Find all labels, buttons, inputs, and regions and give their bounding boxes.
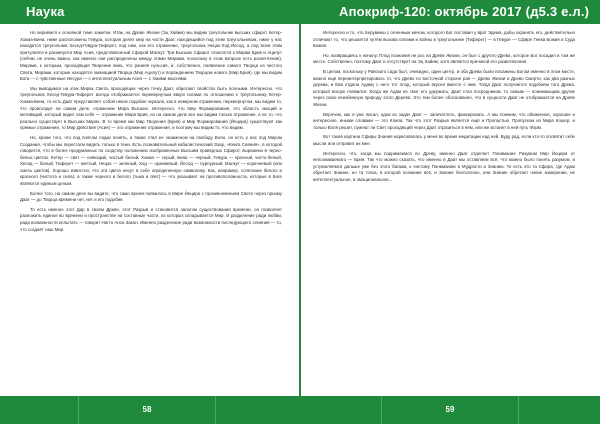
paragraph: В целом, поскольку у Райского сада был, очевидно, один центр, и оба Древа были посажены Богом именно в этом месте, можно ещё переинтерпретировать то, что Древо по восточной стороне рая — Древо Жизни и Древо Смерти, как два разных дерева, и Ева отдала Адаму с него тот плод, который вкусил вместе с ним. Тогда Даат получается подобием того Древа, который вскоре появился. Когда же Адам не смог его удержать, Даат стал посредником, то самым — понимающим другие через свою неизбежную природу этого Дерева. Это тем более обоснованно, что в сущности Даат не отображается на Древе Жизни. <box>313 68 575 107</box>
left-page <box>0 0 299 424</box>
paragraph: Интересно, что, когда мы поднимаемся по Древу, именно Даат отделяет Понимание Разумом Мир Йецира от непознаваемого — Брия. Так что можно сказать, что именно в Даат мы оставляем всё, что можно было понять разумом, и устремляемся дальше уже без этого багажа, к чистому Пониманию и Мудрости и Знанию. То есть это та Сфира, где Адам обретает Знание, но та точка, в которой познание всё, и Знание бесполезно, или Знание обретает новое измерение, не интеллектуальное, а эмоциональное... <box>313 150 575 182</box>
right-page-header: Апокриф-120: октябрь 2017 (д5.3 е.л.) <box>301 0 600 24</box>
paragraph: Вот такая картина Сфиры Знания нарисовалась у меня во время медитации над ней. Буду рад, если кто-то посвятит себе мысли или отправит их мне. <box>313 134 575 146</box>
paragraph: Но вернёмся к основной теме заметки. Итак, на Древе Жизни (Эц Хайим) мы видим треугольник высших сфирот Кетер-Хокма-Бина, ниже расположены Гевура, которая делит мир на части Даат, находящийся под этим треугольником, ниже у нас находится треугольник Хесед-Гевура-Тиферет, под ним, как его отражение, треугольник Нецах-Ход-Йесод, а под всем этим притулился и раскинулся Мир Асия, представленный Сфирой Малкут. Три Высших Сфирот относятся к Мирам Брия и Ацилут (сейчас не очень важно, как именно они распределены между этими Мирами, поскольку в этом вопросе есть разночтения), Мирами, к которым, проходящая Творение вниз, что ранняя нульсия, и, собственно, появление самого Творца из чистого Света, Мирами, которые находятся эманацией Творца (Мир Ацилут) и порождением Творцом нового (Мир Брия), где мы видим Бога — с чувственные Иесура — с интеллектуальным Асия — с такими мыслями. <box>20 30 282 82</box>
paragraph: Но, возвращаясь к началу. Плод познания не рос на Древе Жизни, он был с другого Древа, которое Бог посадил в том же месте. Собственно, поэтому Даат и отсутствует на Эц Хайим, хотя является причиной его разветвления. <box>313 52 575 65</box>
paragraph: Более того, на самом деле вы видите, что само время появилось в Мире Йецира с проникновением Света через призму Даат — до Творца времени нет, нет и его подобия. <box>20 190 282 203</box>
paragraph: Интересно и то, что Херувимы с огненным мечом, которого Бог поставил у врат Эдема, дабы охранять его, действительно отличают то, что решается путём вызова силами и войны в треугольнике (Тиферет) — в Гевуре — Сфире Гнева Божия и Суда Божия. <box>313 30 575 49</box>
left-page-body <box>20 30 282 236</box>
right-page <box>301 0 600 424</box>
right-page-body <box>313 30 575 186</box>
paragraph: Но, кроме того, что под поясом лодки понять, а также стал ее экзаменом на свободу Воли, он есть у нас под Миром Создания, чтобы мы перестали видеть только в тени. Есть познавательный кабалистический Зоар, «Книга Сияния», в которой говорится, что в более продуманных по сходству положению изображенных Высшим праведных Сфирот, выражена в черно-белых цветах. Кетер — свет — сияющий, чистый белый, Хокма — серый, Бина — черный. Гевура — красный, чисто-белый, Хесед — белый, Тиферет — желтый, Нецах — зеленый, Ход — оранжевый, Йесод — пурпурный, Малкут — коричневый (или смесь цветов). Хорошо известно, что эти цвета несут в себе определенную символику. Как, например, сочетание белого и красного (чистота и сила), а также черного и белого (тьма и свет) — что указывает на противоположности, которые в Боге являются единым целым. <box>20 134 282 187</box>
paragraph: Мы выводимся на этих Мирах Света, проходящих через точку Даат, обретают свойство быть полными. Интересно, что треугольник Хесед-Гевура-Тиферет всегда отображается перевернутым вверх ногами по отношению к треугольнику Кетер-Хокма-Бина, то есть Даат представляет собой некое подобие зеркала, как в неверном отражении, перевернутом, мы видим то, что происходит на самом деле, отражение Мира Высших. Интересно, что Мир Формирования, это область эмоций и мотиваций, который видит сам себя — отражение Мира Брия, но на самом деле все мы видим только отражение, а не то, что реально существует в Высших Мирах. В то время как Мир Творения (Брия) и Мир Формирования (Йецира) существуют как прямые отражения, то Мир Действия (Асия) — это отражение отражения, и поэтому мы видим то, что видим. <box>20 85 282 131</box>
right-page-number: 59 <box>381 396 519 424</box>
paragraph: Впрочем, как я уже писал, одна из задач Даат — запечатлеть, фиксировать. А мы помним, что обиженное, хорошее и интересное, иными словами — это Клипа. Так что этот Разрыв является ещё и Пропастью. Пропуском из Мира Кошер, и только Воля решит, сумеют ли Свет проходящий через Даат отразиться в нём, или же встанет в ней путь Форм. <box>313 111 575 130</box>
left-page-header: Наука <box>0 0 299 24</box>
left-page-number: 58 <box>78 396 216 424</box>
paragraph: То есть именно этот Дар в своём Древе, этот Разрыв и становится залогом существования времени, он позволяет разложить единое во времени и пространстве на составные части, из которых складывается Мир. И разделение ради любви, ради возможности испытать — говорит Нигтн Анси Закон. Именно разделение ради возможности последующего слияния — то, что создаёт наш Мир. <box>20 206 282 232</box>
